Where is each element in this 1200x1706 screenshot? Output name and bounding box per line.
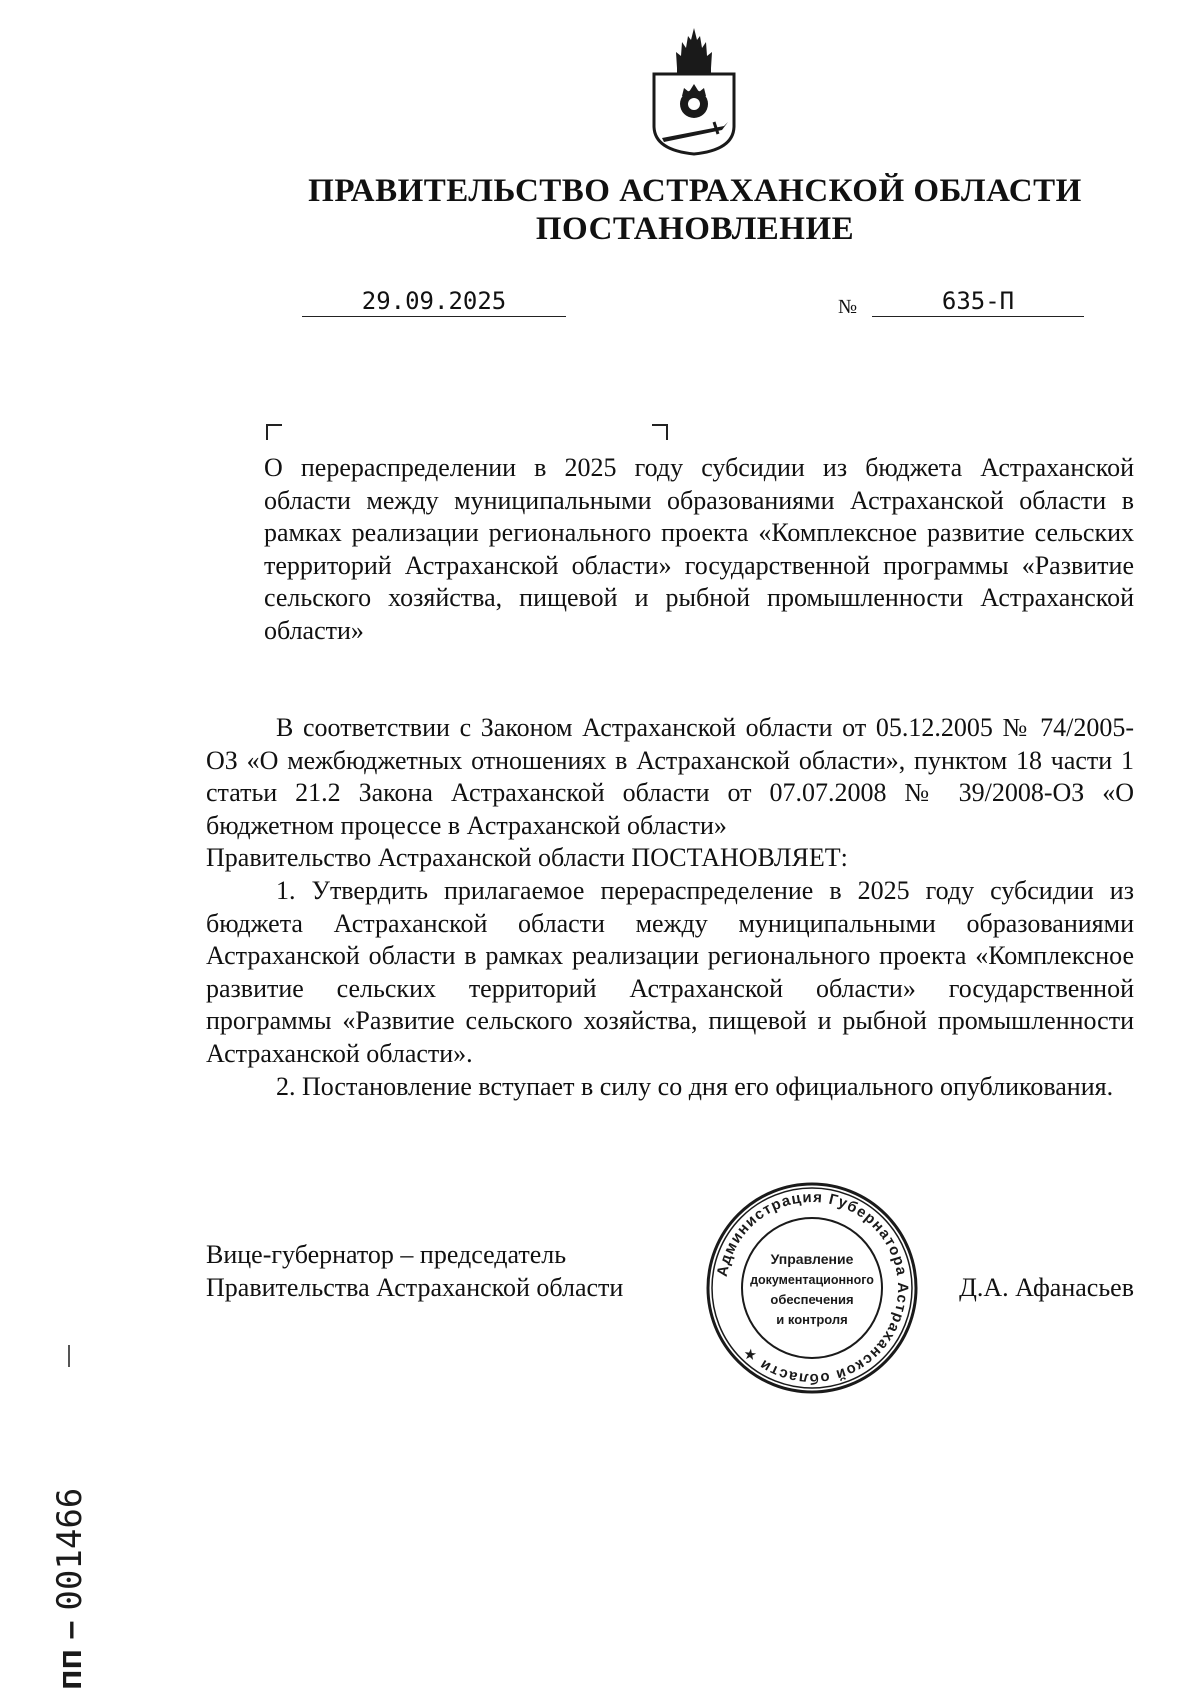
registration-code (50, 1390, 90, 1690)
signer-name: Д.А. Афанасьев (959, 1273, 1134, 1302)
stamp-center-line: обеспечения (770, 1292, 854, 1307)
signer-position-line: Правительства Астраханской области (206, 1273, 624, 1302)
resolves-line: Правительство Астраханской области ПОСТАНОВЛЯЕТ: (206, 843, 848, 873)
signer-position-line: Вице-губернатор – председатель (206, 1240, 567, 1269)
subject-bracket-left (266, 424, 282, 440)
resolution-item: 1. Утвердить прилагаемое перераспределение в 2025 году субсидии из бюджета Астраханской области между муниципальными образованиями Астраханской области в рамках реализации регионального проекта «Комплексное развитие сельских территорий Астраханской области» государственной программы «Развитие сельского хозяйства, пищевой и рыбной промышленности Астраханской области». (206, 875, 1134, 1068)
resolution-item: 2. Постановление вступает в силу со дня его официального опубликования. (276, 1071, 1114, 1101)
number-label: № (838, 296, 858, 318)
document-subject: О перераспределении в 2025 году субсидии из бюджета Астраханской области между муниципальными образованиями Астраханской области в рамках реализации регионального проекта «Комплексное развитие сельских территорий Астраханской области» государственной программы «Развитие сельского хозяйства, пищевой и рыбной промышленности Астраханской области» (264, 453, 1134, 645)
margin-mark (68, 1345, 70, 1367)
document-number: 635-П (872, 286, 1084, 317)
issuing-authority-title: ПРАВИТЕЛЬСТВО АСТРАХАНСКОЙ ОБЛАСТИ (308, 173, 1082, 209)
stamp-center-line: Управление (770, 1251, 854, 1267)
registration-number: 001466 (50, 1487, 90, 1611)
stamp-ring-text: Администрация Губернатора Астраханской области ★ (713, 1188, 912, 1388)
subject-bracket-right (652, 424, 668, 440)
official-round-stamp (704, 1180, 920, 1396)
document-date: 29.09.2025 (302, 286, 566, 317)
registration-prefix: пп – (51, 1620, 89, 1690)
coat-of-arms-emblem (644, 26, 744, 156)
signer-position (206, 1238, 623, 1304)
stamp-center-line: и контроля (776, 1312, 848, 1327)
stamp-center-line: документационного (750, 1273, 874, 1287)
document-body (206, 712, 1134, 1103)
preamble-paragraph: В соответствии с Законом Астраханской области от 05.12.2005 № 74/2005-ОЗ «О межбюджетных отношениях в Астраханской области», пунктом 18 части 1 статьи 21.2 Закона Астраханской области от 07.07.2008 № 39/2008-ОЗ «О бюджетном процессе в Астраханской области» (206, 713, 1134, 840)
document-type-title: ПОСТАНОВЛЕНИЕ (535, 211, 855, 247)
